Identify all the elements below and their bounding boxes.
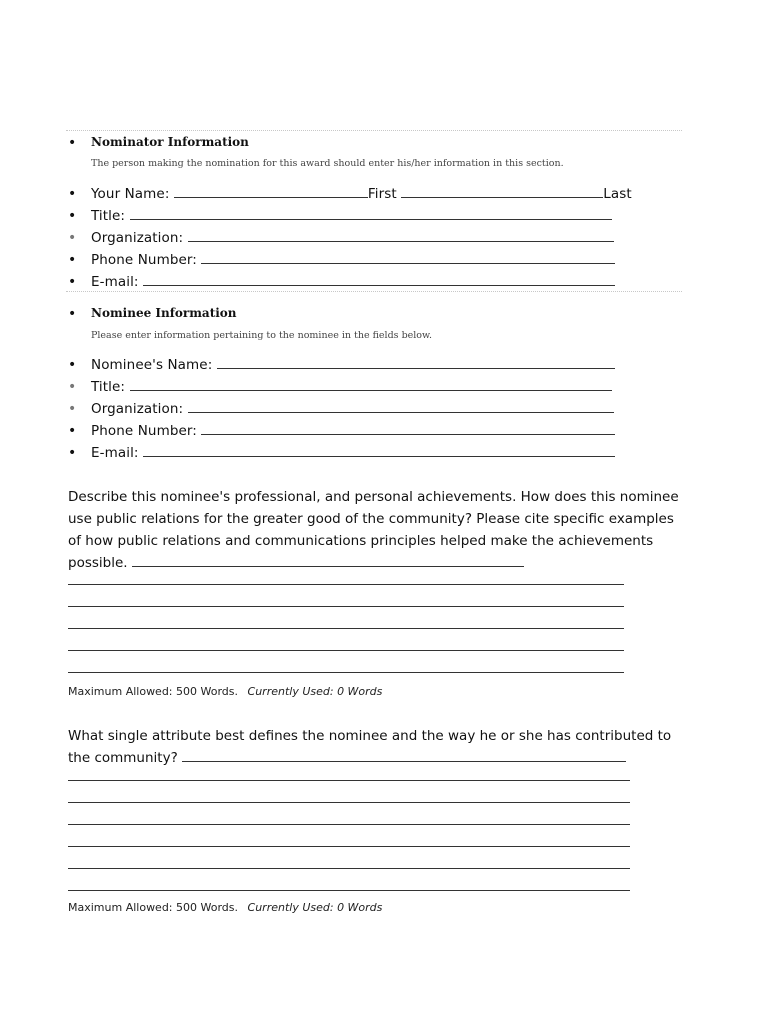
question2-answer-line[interactable] [68, 780, 630, 781]
bullet: • [68, 274, 77, 290]
nominee-title-input[interactable] [130, 379, 612, 391]
nominator-organization-row [91, 230, 614, 246]
nominee-phone-label: Phone Number: [91, 423, 197, 439]
question1-prompt-block [68, 486, 688, 574]
question1-answer-inline[interactable] [132, 555, 524, 567]
nominee-email-input[interactable] [143, 445, 615, 457]
bullet: • [68, 357, 77, 373]
question1-answer-line[interactable] [68, 672, 624, 673]
bullet: • [68, 135, 77, 151]
nominee-name-row [91, 357, 615, 373]
nominee-title-label: Title: [91, 379, 126, 395]
question2-word-count [68, 901, 382, 914]
nominator-title-row [91, 208, 612, 224]
question1-answer-line[interactable] [68, 606, 624, 607]
nominator-phone-input[interactable] [201, 252, 615, 264]
bullet: • [68, 379, 77, 395]
nominator-email-label: E-mail: [91, 274, 139, 290]
section-divider [66, 291, 682, 292]
nominator-organization-input[interactable] [188, 230, 614, 242]
question1-prompt: Describe this nominee's professional, and personal achievements. How does this nominee use public relations for the greater good of the community? Please cite specific examples of how public relations and communications principles helped make the achievements possible. [68, 489, 679, 571]
nominator-name-label: Your Name: [91, 186, 170, 202]
question1-answer-line[interactable] [68, 584, 624, 585]
nominator-title-input[interactable] [130, 208, 612, 220]
nominee-organization-row [91, 401, 614, 417]
nominee-email-row [91, 445, 615, 461]
section-divider [66, 130, 682, 131]
question1-answer-line[interactable] [68, 628, 624, 629]
question2-answer-line[interactable] [68, 824, 630, 825]
nominator-organization-label: Organization: [91, 230, 184, 246]
question1-word-count [68, 685, 382, 698]
nominee-organization-input[interactable] [188, 401, 614, 413]
first-label: First [367, 186, 397, 202]
nominee-phone-input[interactable] [201, 423, 615, 435]
nominator-last-name-input[interactable] [401, 186, 603, 198]
nominator-phone-row [91, 252, 615, 268]
question2-answer-line[interactable] [68, 868, 630, 869]
question2-prompt: What single attribute best defines the nominee and the way he or she has contributed to the community? [68, 728, 672, 766]
nominee-name-label: Nominee's Name: [91, 357, 213, 373]
question2-answer-line[interactable] [68, 890, 630, 891]
bullet: • [68, 445, 77, 461]
nominator-email-input[interactable] [143, 274, 615, 286]
question1-answer-line[interactable] [68, 650, 624, 651]
nominator-first-name-input[interactable] [174, 186, 368, 198]
question2-prompt-block [68, 725, 688, 769]
bullet: • [68, 186, 77, 202]
question1-currently-used: Currently Used: 0 Words [247, 685, 383, 698]
bullet: • [68, 252, 77, 268]
bullet: • [68, 423, 77, 439]
nominee-phone-row [91, 423, 615, 439]
nominee-email-label: E-mail: [91, 445, 139, 461]
nominator-heading: Nominator Information [91, 135, 249, 149]
nominee-heading: Nominee Information [91, 306, 237, 320]
question2-max-allowed: Maximum Allowed: 500 Words. [68, 901, 239, 914]
question2-answer-inline[interactable] [182, 750, 626, 762]
last-label: Last [603, 186, 632, 202]
question2-answer-line[interactable] [68, 846, 630, 847]
bullet: • [68, 230, 77, 246]
nominator-email-row [91, 274, 615, 290]
question2-currently-used: Currently Used: 0 Words [247, 901, 383, 914]
nominee-organization-label: Organization: [91, 401, 184, 417]
nominee-title-row [91, 379, 612, 395]
question2-answer-line[interactable] [68, 802, 630, 803]
bullet: • [68, 208, 77, 224]
question1-max-allowed: Maximum Allowed: 500 Words. [68, 685, 239, 698]
nominator-title-label: Title: [91, 208, 126, 224]
nominator-phone-label: Phone Number: [91, 252, 197, 268]
bullet: • [68, 401, 77, 417]
nominator-description: The person making the nomination for this award should enter his/her information in this section. [91, 158, 564, 169]
nominee-description: Please enter information pertaining to the nominee in the fields below. [91, 330, 433, 341]
nominee-name-input[interactable] [217, 357, 615, 369]
bullet: • [68, 306, 77, 322]
nominator-name-row [91, 186, 632, 202]
